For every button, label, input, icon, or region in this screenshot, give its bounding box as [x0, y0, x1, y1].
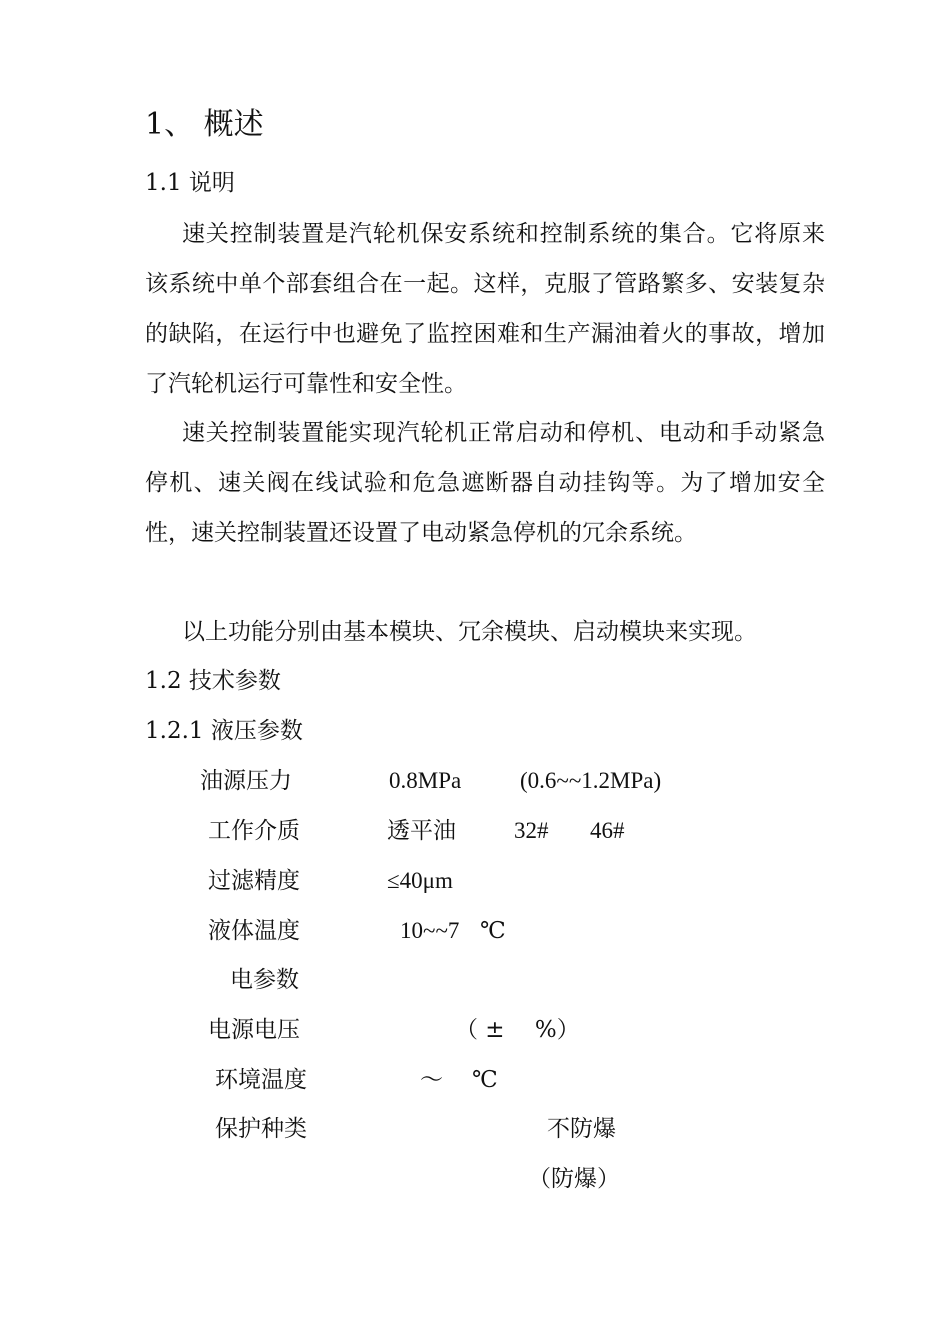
paragraph-2: 速关控制装置能实现汽轮机正常启动和停机、电动和手动紧急停机、速关阀在线试验和危急遮断器自动挂钩等。为了增加安全性，速关控制装置还设置了电动紧急停机的冗余系统。: [145, 420, 825, 546]
oil-pressure-label: 油源压力: [200, 768, 292, 794]
subheading-1-1: 1.1 说明: [145, 170, 235, 196]
protection-value-explosion-proof: （防爆）: [528, 1166, 620, 1192]
paragraph-3: 以上功能分别由基本模块、冗余模块、启动模块来实现。: [182, 619, 757, 645]
medium-grade-32: 32#: [514, 818, 549, 843]
env-temp-unit: ℃: [472, 1067, 498, 1093]
subheading-1-2: 1.2 技术参数: [145, 668, 281, 694]
liquid-temp-value: 10~~7: [400, 918, 460, 943]
voltage-value: （ ± %）: [455, 1017, 580, 1043]
paragraph-1: 速关控制装置是汽轮机保安系统和控制系统的集合。它将原来该系统中单个部套组合在一起。这样，克服了管路繁多、安装复杂的缺陷，在运行中也避免了监控困难和生产漏油着火的事故，增加了汽轮机运行可靠性和安全性。: [145, 221, 825, 397]
section-heading: 1、 概述: [145, 107, 264, 142]
env-temp-tilde: ～: [420, 1067, 443, 1093]
medium-grade-46: 46#: [590, 818, 625, 843]
medium-label: 工作介质: [208, 818, 300, 844]
voltage-label: 电源电压: [208, 1017, 300, 1043]
liquid-temp-label: 液体温度: [208, 918, 300, 944]
subheading-1-2-1: 1.2.1 液压参数: [145, 718, 303, 744]
electric-params-title: 电参数: [230, 967, 299, 993]
oil-pressure-value: 0.8MPa: [389, 768, 462, 793]
oil-pressure-range: (0.6~~1.2MPa): [520, 768, 662, 793]
protection-value-non-explosion-proof: 不防爆: [547, 1116, 616, 1142]
filter-label: 过滤精度: [208, 868, 300, 894]
filter-value: ≤40μm: [387, 868, 453, 893]
medium-value: 透平油: [387, 818, 456, 844]
env-temp-label: 环境温度: [215, 1067, 307, 1093]
protection-label: 保护种类: [215, 1116, 307, 1142]
liquid-temp-unit: ℃: [480, 918, 506, 944]
